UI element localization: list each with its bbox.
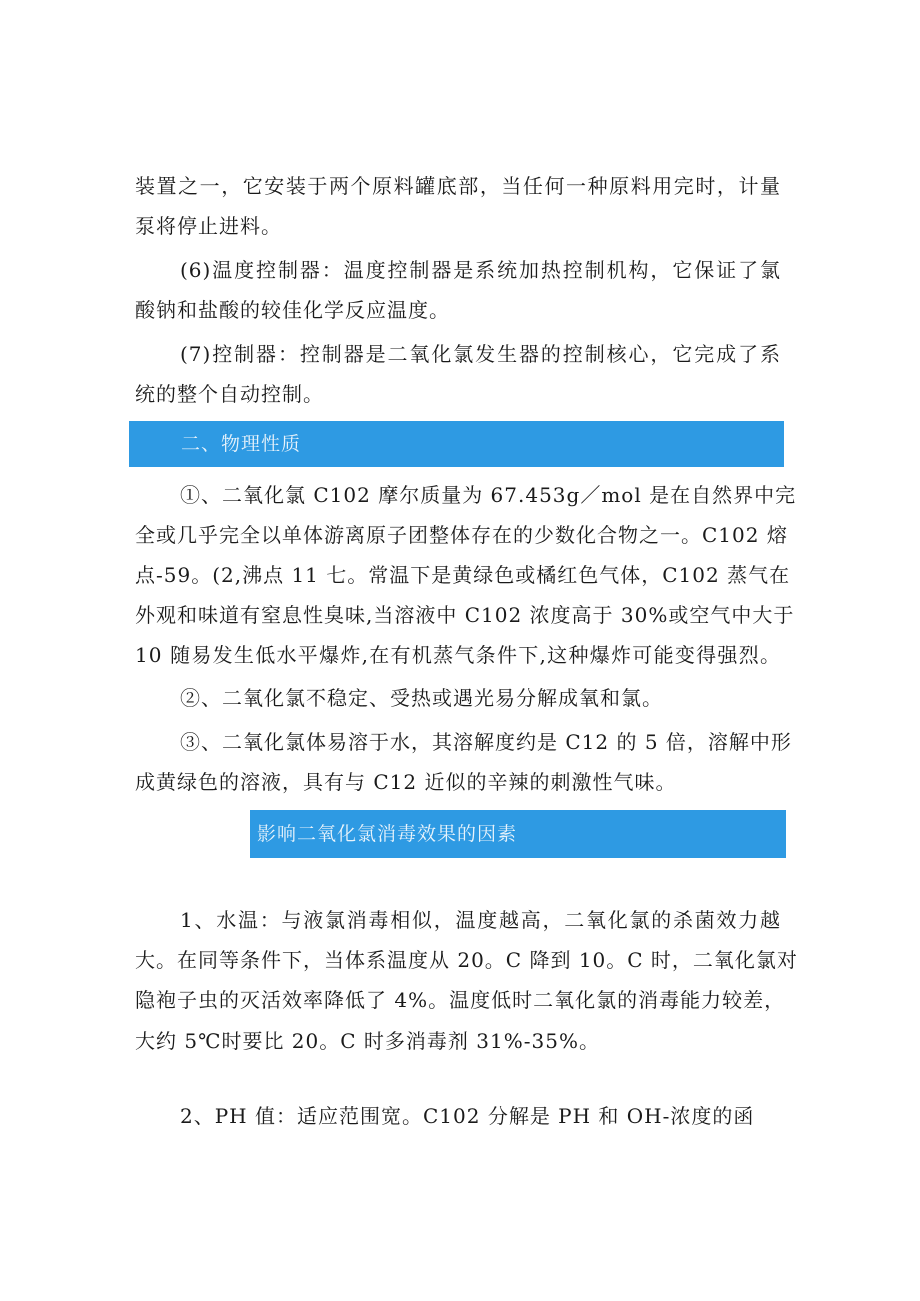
paragraph-line: (6)温度控制器：温度控制器是系统加热控制机构，它保证了氯 (180, 258, 781, 282)
paragraph-line: ②、二氧化氯不稳定、受热或遇光易分解成氧和氯。 (180, 686, 663, 710)
section-heading-influencing-factors (250, 810, 786, 858)
paragraph-line: 酸钠和盐酸的较佳化学反应温度。 (135, 298, 450, 322)
paragraph-line: (7)控制器：控制器是二氧化氯发生器的控制核心，它完成了系 (180, 342, 781, 366)
paragraph-line: 外观和味道有窒息性臭味,当溶液中 C102 浓度高于 30%或空气中大于 (135, 603, 795, 627)
section-heading-text: 影响二氧化氯消毒效果的因素 (257, 823, 518, 845)
section-heading-physical-properties (129, 421, 784, 467)
paragraph-line: 统的整个自动控制。 (135, 382, 324, 406)
paragraph-line: 大。在同等条件下，当体系温度从 20。C 降到 10。C 时，二氧化氯对 (135, 948, 798, 972)
paragraph-line: 隐袍子虫的灭活效率降低了 4%。温度低时二氧化氯的消毒能力较差， (135, 988, 786, 1012)
paragraph-line: 大约 5℃时要比 20。C 时多消毒剂 31%-35%。 (135, 1029, 600, 1053)
paragraph-line: 成黄绿色的溶液，具有与 C12 近似的辛辣的刺激性气味。 (135, 770, 677, 794)
paragraph-line: 1、水温：与液氯消毒相似，温度越高，二氧化氯的杀菌效力越 (180, 908, 781, 932)
paragraph-line: 10 随易发生低水平爆炸,在有机蒸气条件下,这种爆炸可能变得强烈。 (135, 643, 781, 667)
paragraph-line: ③、二氧化氯体易溶于水，其溶解度约是 C12 的 5 倍，溶解中形 (180, 730, 792, 754)
paragraph-line: 装置之一，它安装于两个原料罐底部，当任何一种原料用完时，计量 (135, 174, 781, 198)
paragraph-line: 点-59。(2,沸点 11 七。常温下是黄绿色或橘红色气体，C102 蒸气在 (135, 563, 791, 587)
paragraph-line: 全或几乎完全以单体游离原子团整体存在的少数化合物之一。C102 熔 (135, 523, 788, 547)
section-heading-text: 二、物理性质 (181, 433, 302, 455)
paragraph-line: 2、PH 值：适应范围宽。C102 分解是 PH 和 OH-浓度的函 (180, 1104, 755, 1128)
paragraph-line: 泵将停止进料。 (135, 214, 282, 238)
paragraph-line: ①、二氧化氯 C102 摩尔质量为 67.453g／mol 是在自然界中完 (180, 483, 797, 507)
